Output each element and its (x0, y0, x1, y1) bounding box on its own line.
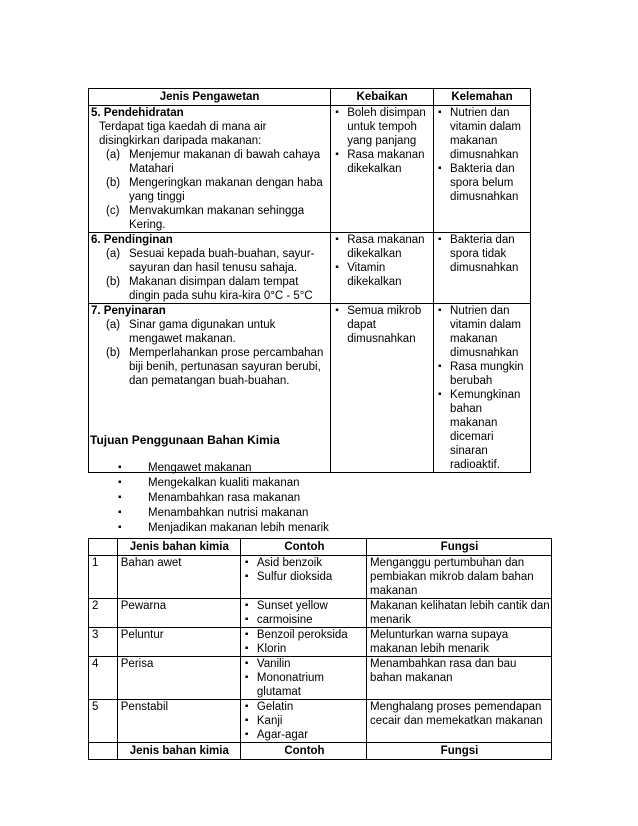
footer-fungsi: Fungsi (367, 743, 552, 760)
chemical-type: Pewarna (117, 599, 240, 628)
col-header-kebaikan: Kebaikan (331, 89, 434, 106)
list-item: ▪ Asid benzoik (245, 556, 366, 570)
item-text: Makanan disimpan dalam tempat dingin pada suhu kira-kira 0°C - 5°C (129, 276, 313, 302)
method-item (91, 148, 330, 176)
list-item: ▪ Sunset yellow (245, 599, 366, 613)
col-header-no (89, 539, 118, 556)
item-text: Sinar gama digunakan untuk mengawet makanan. (129, 319, 276, 345)
item-text: Menvakumkan makanan sehingga Kering. (129, 205, 305, 231)
row-number: 2 (89, 599, 118, 628)
examples-cell (240, 599, 366, 628)
method-item (91, 346, 330, 388)
list-item: ▪ Mengekalkan kualiti makanan (118, 476, 329, 491)
row-number: 5 (89, 700, 118, 743)
footer-contoh: Contoh (240, 743, 366, 760)
row-number: 3 (89, 628, 118, 657)
col-header-contoh: Contoh (240, 539, 366, 556)
kelemahan-list (438, 233, 530, 275)
list-item: ▪ Rasa mungkin berubah (438, 360, 530, 388)
chemical-type: Penstabil (117, 700, 240, 743)
item-text: Memperlahankan prose percambahan biji benih, pertunasan sayuran berubi, dan pematangan buah-buahan. (129, 347, 324, 387)
table-row (89, 628, 552, 657)
item-label: (a) (106, 149, 121, 161)
kelemahan-list (438, 106, 530, 204)
function-cell: Makanan kelihatan lebih cantik dan menarik (367, 599, 552, 628)
examples-list (245, 599, 366, 627)
col-header-jenis-bahan: Jenis bahan kimia (117, 539, 240, 556)
list-item: ▪ Menambahkan nutrisi makanan (118, 506, 329, 521)
col-header-kelemahan: Kelemahan (434, 89, 531, 106)
list-item: ▪ carmoisine (245, 613, 366, 627)
list-item: ▪ Menambahkan rasa makanan (118, 491, 329, 506)
list-item: ▪ Kemungkinan bahan makanan dicemari sinaran radioaktif. (438, 388, 530, 472)
chemical-type: Peluntur (117, 628, 240, 657)
kebaikan-list (335, 304, 433, 346)
method-item (91, 176, 330, 204)
item-label: (c) (106, 205, 120, 217)
function-cell: Menghalang proses pemendapan cecair dan memekatkan makanan (367, 700, 552, 743)
examples-list (245, 628, 366, 656)
method-item (91, 247, 330, 275)
table-row (89, 599, 552, 628)
kebaikan-list (335, 106, 433, 176)
table-row (89, 106, 531, 233)
list-item: ▪ Benzoil peroksida (245, 628, 366, 642)
item-text: Sesuai kepada buah-buahan, sayur-sayuran dan hasil tenusu sahaja. (129, 248, 315, 274)
function-cell: Menambahkan rasa dan bau bahan makanan (367, 657, 552, 700)
list-item: ▪ Rasa makanan dikekalkan (335, 148, 433, 176)
list-item: ▪ Nutrien dan vitamin dalam makanan dimusnahkan (438, 106, 530, 162)
list-item: ▪ Mononatrium glutamat (245, 671, 366, 699)
method-item (91, 204, 330, 232)
method-item (91, 275, 330, 303)
section-heading: Tujuan Penggunaan Bahan Kimia (90, 433, 280, 447)
kebaikan-cell (331, 106, 434, 233)
method-item (91, 318, 330, 346)
col-header-fungsi: Fungsi (367, 539, 552, 556)
item-text: Mengeringkan makanan dengan haba yang tinggi (129, 177, 323, 203)
kebaikan-cell (331, 233, 434, 304)
footer-no (89, 743, 118, 760)
row-number: 4 (89, 657, 118, 700)
method-title: 5. Pendehidratan (91, 107, 184, 119)
footer-jenis-bahan: Jenis bahan kimia (117, 743, 240, 760)
method-cell (89, 304, 331, 473)
method-intro: Terdapat tiga kaedah di mana air disingkirkan daripada makanan: (99, 121, 267, 147)
kebaikan-cell (331, 304, 434, 473)
list-item: ▪ Nutrien dan vitamin dalam makanan dimusnahkan (438, 304, 530, 360)
kelemahan-list (438, 304, 530, 472)
examples-cell (240, 657, 366, 700)
item-text: Menjemur makanan di bawah cahaya Matahari (129, 149, 321, 175)
function-cell: Menganggu pertumbuhan dan pembiakan mikrob dalam bahan makanan (367, 556, 552, 599)
list-item: ▪ Bakteria dan spora tidak dimusnahkan (438, 233, 530, 275)
preservation-table (88, 88, 531, 473)
method-title: 7. Penyinaran (91, 305, 166, 317)
row-number: 1 (89, 556, 118, 599)
list-item: ▪ Rasa makanan dikekalkan (335, 233, 433, 261)
examples-list (245, 700, 366, 742)
purpose-list (118, 461, 329, 536)
list-item: ▪ Semua mikrob dapat dimusnahkan (335, 304, 433, 346)
method-title: 6. Pendinginan (91, 234, 173, 246)
kelemahan-cell (434, 304, 531, 473)
chemical-table (88, 538, 552, 760)
item-label: (a) (106, 319, 121, 331)
list-item: ▪ Vanilin (245, 657, 366, 671)
examples-list (245, 556, 366, 584)
item-label: (a) (106, 248, 121, 260)
list-item: ▪ Bakteria dan spora belum dimusnahkan (438, 162, 530, 204)
method-cell (89, 106, 331, 233)
table-row (89, 700, 552, 743)
table-row (89, 556, 552, 599)
list-item: ▪ Boleh disimpan untuk tempoh yang panjang (335, 106, 433, 148)
list-item: ▪ Sulfur dioksida (245, 570, 366, 584)
chemical-type: Perisa (117, 657, 240, 700)
examples-list (245, 657, 366, 699)
list-item: ▪ Mengawet makanan (118, 461, 329, 476)
kelemahan-cell (434, 233, 531, 304)
item-label: (b) (106, 347, 121, 359)
list-item: ▪ Menjadikan makanan lebih menarik (118, 521, 329, 536)
list-item: ▪ Kanji (245, 714, 366, 728)
item-label: (b) (106, 177, 121, 189)
table-row (89, 304, 531, 473)
col-header-jenis: Jenis Pengawetan (89, 89, 331, 106)
examples-cell (240, 628, 366, 657)
table-row (89, 233, 531, 304)
list-item: ▪ Agar-agar (245, 728, 366, 742)
list-item: ▪ Vitamin dikekalkan (335, 261, 433, 289)
kelemahan-cell (434, 106, 531, 233)
kebaikan-list (335, 233, 433, 289)
examples-cell (240, 556, 366, 599)
item-label: (b) (106, 276, 121, 288)
list-item: ▪ Klorin (245, 642, 366, 656)
list-item: ▪ Gelatin (245, 700, 366, 714)
method-cell (89, 233, 331, 304)
chemical-type: Bahan awet (117, 556, 240, 599)
examples-cell (240, 700, 366, 743)
table-row (89, 657, 552, 700)
function-cell: Melunturkan warna supaya makanan lebih menarik (367, 628, 552, 657)
